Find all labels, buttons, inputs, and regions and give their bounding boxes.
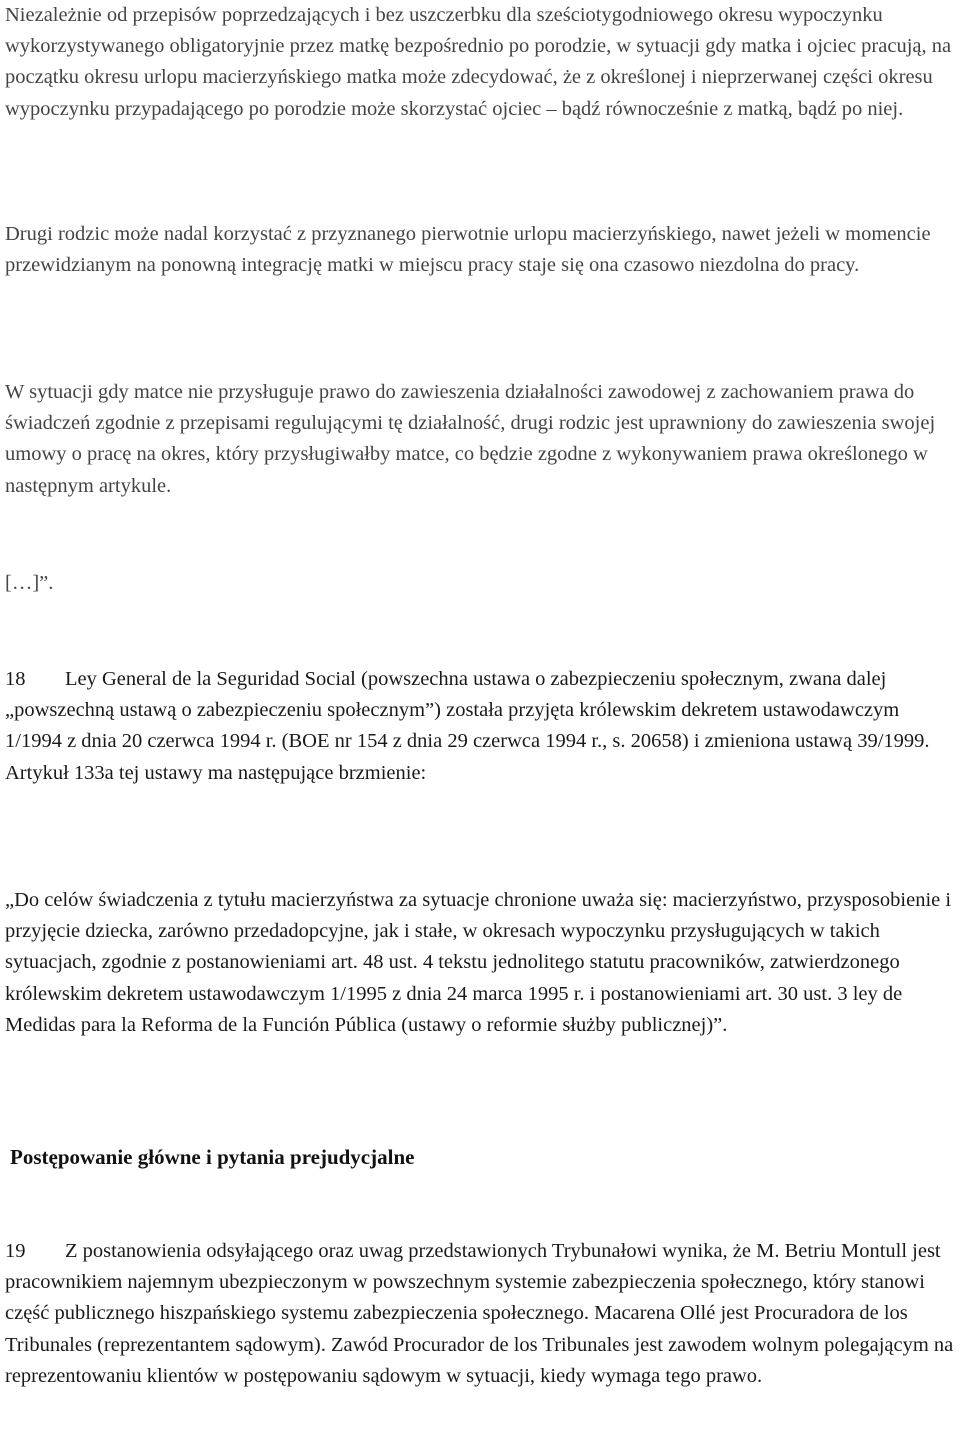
- paragraph-3: W sytuacji gdy matce nie przysługuje prawo do zawieszenia działalności zawodowej z zachowaniem prawa do świadczeń zgodnie z przepisami regulującymi tę działalność, drugi rodzic jest uprawniony do zawieszenia swojej umowy o pracę na okres, który przysługiwałby matce, co będzie zgodne z wykonywaniem prawa określonego w następnym artykule.: [5, 381, 936, 497]
- paragraph-19: [5, 1236, 955, 1392]
- quoted-provision: „Do celów świadczenia z tytułu macierzyństwa za sytuacje chronione uważa się: macierzyństwo, przysposobienie i przyjęcie dziecka, zarówno przedadopcyjne, jak i stałe, w okresach wypoczynku przysługujących w takich sytuacjach, zgodnie z postanowieniami art. 48 ust. 4 tekstu jednolitego statutu pracowników, zatwierdzonego królewskim dekretem ustawodawczym 1/1995 z dnia 24 marca 1995 r. i postanowieniami art. 30 ust. 3 ley de Medidas para la Reforma de la Función Pública (ustawy o reformie służby publicznej)”.: [5, 889, 952, 1036]
- paragraph-number: 18: [5, 668, 26, 690]
- paragraph-18: [5, 664, 955, 789]
- paragraph-2: Drugi rodzic może nadal korzystać z przyznanego pierwotnie urlopu macierzyńskiego, nawet jeżeli w momencie przewidzianym na ponowną integrację matki w miejscu pracy staje się ona czasowo niezdolna do pracy.: [5, 223, 931, 277]
- paragraph-18-text: Ley General de la Seguridad Social (powszechna ustawa o zabezpieczeniu społecznym, zwana dalej „powszechną ustawą o zabezpieczeniu społecznym”) została przyjęta królewskim dekretem ustawodawczym 1/1994 z dnia 20 czerwca 1994 r. (BOE nr 154 z dnia 29 czerwca 1994 r., s. 20658) i zmieniona ustawą 39/1999. Artykuł 133a tej ustawy ma następujące brzmienie:: [5, 668, 930, 784]
- ellipsis-marker: […]”.: [5, 572, 54, 594]
- section-heading: Postępowanie główne i pytania prejudycjalne: [10, 1145, 415, 1169]
- paragraph-number: 19: [5, 1240, 26, 1262]
- paragraph-1: Niezależnie od przepisów poprzedzających i bez uszczerbku dla sześciotygodniowego okresu wypoczynku wykorzystywanego obligatoryjnie przez matkę bezpośrednio po porodzie, w sytuacji gdy matka i ojciec pracują, na początku okresu urlopu macierzyńskiego matka może zdecydować, że z określonej i nieprzerwanej części okresu wypoczynku przypadającego po porodzie może skorzystać ojciec – bądź równocześnie z matką, bądź po niej.: [5, 4, 952, 120]
- paragraph-19-text: Z postanowienia odsyłającego oraz uwag przedstawionych Trybunałowi wynika, że M. Betriu Montull jest pracownikiem najemnym ubezpieczonym w powszechnym systemie zabezpieczenia społecznego, który stanowi część publicznego hiszpańskiego systemu zabezpieczenia społecznego. Macarena Ollé jest Procuradora de los Tribunales (reprezentantem sądowym). Zawód Procurador de los Tribunales jest zawodem wolnym polegającym na reprezentowaniu klientów w postępowaniu sądowym w sytuacji, kiedy wymaga tego prawo.: [5, 1240, 954, 1387]
